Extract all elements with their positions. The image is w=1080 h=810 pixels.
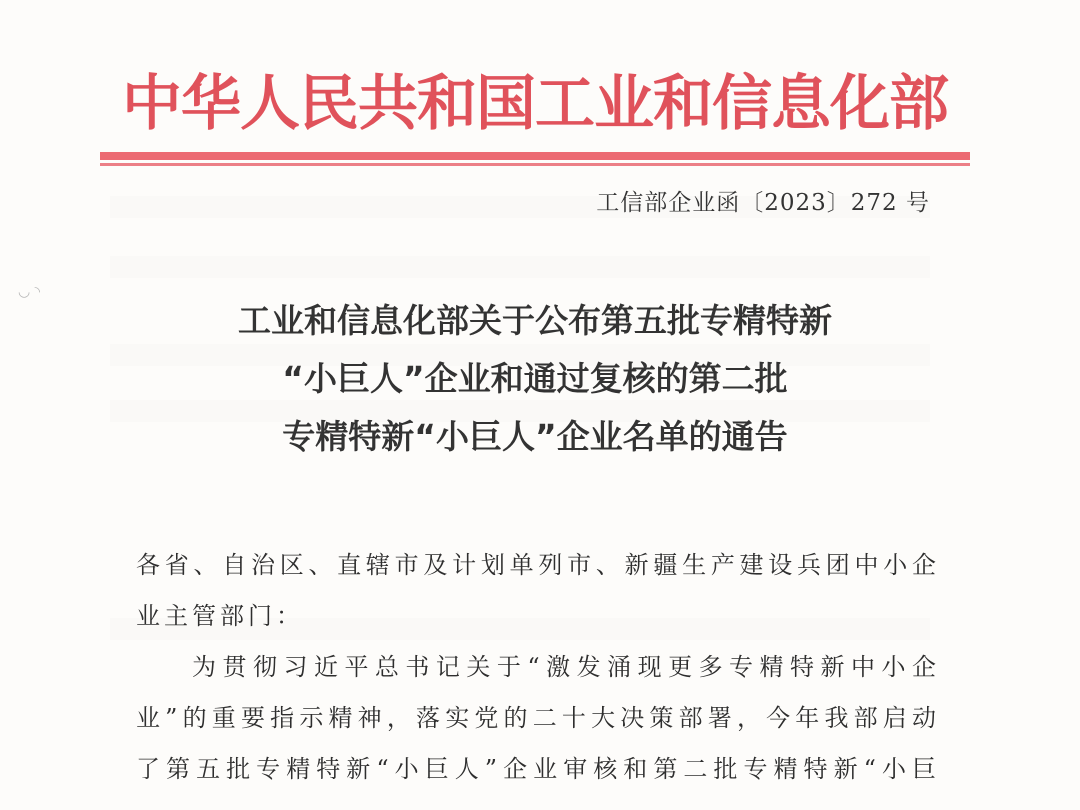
title-line: 工业和信息化部关于公布第五批专精特新 [238,301,832,340]
scan-mark-icon: ◡ ◝ [18,284,41,300]
title-line: “小巨人”企业和通过复核的第二批 [282,359,788,398]
body-line: 为贯彻习近平总书记关于“激发涌现更多专精特新中小企 [192,653,936,681]
ministry-header-title: 中华人民共和国工业和信息化部 [122,69,948,139]
bleed-through-shadow [110,256,930,278]
red-header-rule-thin [100,163,970,166]
red-header-rule [100,152,970,160]
document-body [136,540,936,795]
body-line: 了第五批专精特新“小巨人”企业审核和第二批专精特新“小巨 [136,755,936,783]
body-line: 业主管部门： [136,602,304,630]
title-line: 专精特新“小巨人”企业名单的通告 [282,417,788,456]
document-title [100,292,970,466]
body-line: 各省、自治区、直辖市及计划单列市、新疆生产建设兵团中小企 [136,551,936,579]
document-number: 工信部企业函〔2023〕272 号 [596,190,930,216]
body-line: 业”的重要指示精神，落实党的二十大决策部署，今年我部启动 [136,704,936,732]
